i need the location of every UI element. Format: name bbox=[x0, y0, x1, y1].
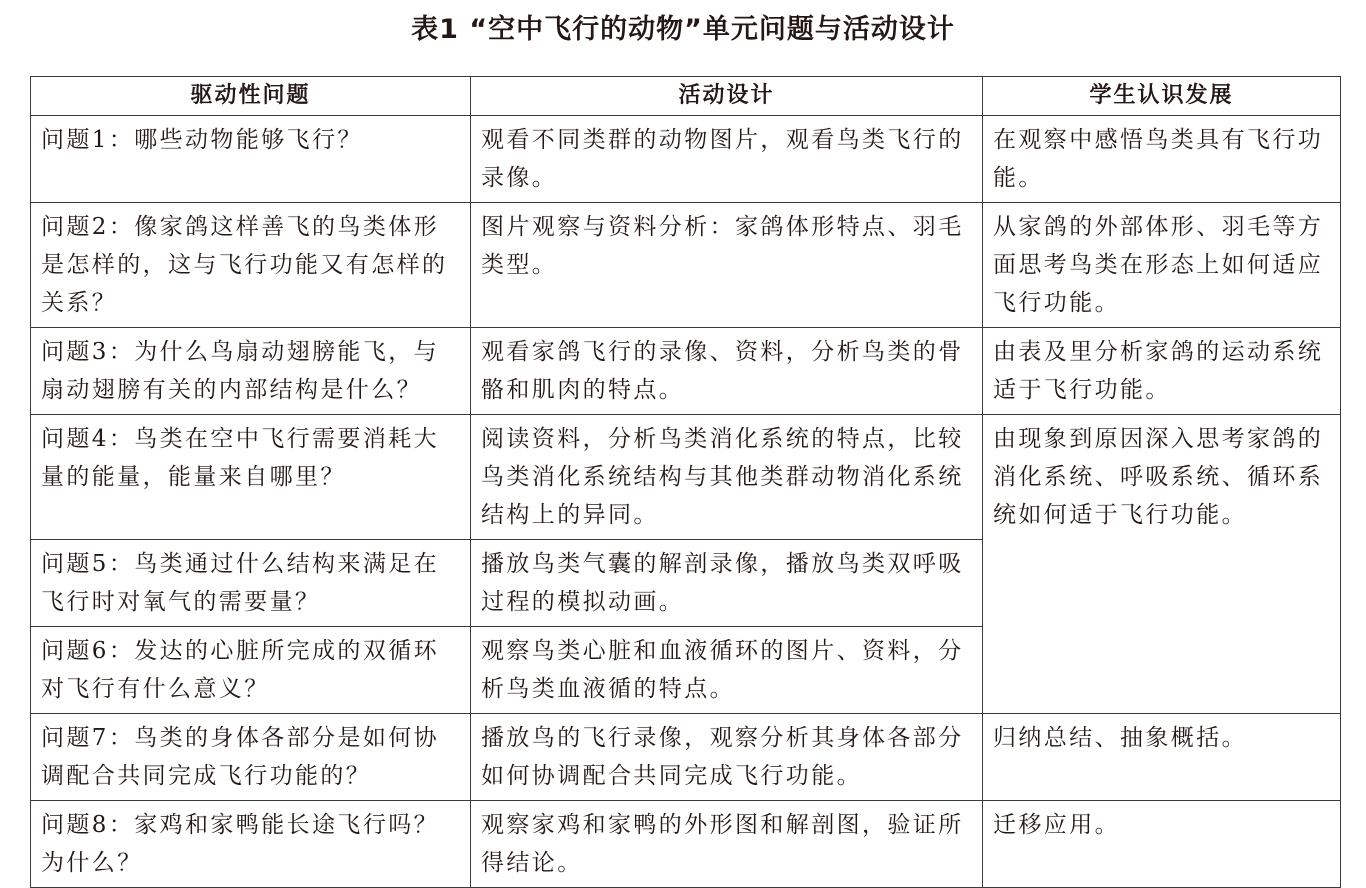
table-row bbox=[31, 116, 1341, 203]
table-row bbox=[31, 415, 1341, 540]
activity-cell: 图片观察与资料分析：家鸽体形特点、羽毛类型。 bbox=[471, 203, 983, 328]
table-row bbox=[31, 801, 1341, 888]
development-cell: 从家鸽的外部体形、羽毛等方面思考鸟类在形态上如何适应飞行功能。 bbox=[983, 203, 1341, 328]
question-cell: 问题2：像家鸽这样善飞的鸟类体形是怎样的，这与飞行功能又有怎样的关系？ bbox=[31, 203, 471, 328]
design-table bbox=[30, 76, 1341, 888]
activity-cell: 观察家鸡和家鸭的外形图和解剖图，验证所得结论。 bbox=[471, 801, 983, 888]
table-row bbox=[31, 203, 1341, 328]
header-student-development: 学生认识发展 bbox=[983, 77, 1341, 116]
header-row bbox=[31, 77, 1341, 116]
question-cell: 问题8：家鸡和家鸭能长途飞行吗？为什么？ bbox=[31, 801, 471, 888]
activity-cell: 阅读资料，分析鸟类消化系统的特点，比较鸟类消化系统结构与其他类群动物消化系统结构上的异同。 bbox=[471, 415, 983, 540]
activity-cell: 播放鸟的飞行录像，观察分析其身体各部分如何协调配合共同完成飞行功能。 bbox=[471, 714, 983, 801]
development-cell: 由现象到原因深入思考家鸽的消化系统、呼吸系统、循环系统如何适于飞行功能。 bbox=[983, 415, 1341, 714]
question-cell: 问题7：鸟类的身体各部分是如何协调配合共同完成飞行功能的？ bbox=[31, 714, 471, 801]
question-cell: 问题3：为什么鸟扇动翅膀能飞，与扇动翅膀有关的内部结构是什么？ bbox=[31, 328, 471, 415]
development-cell: 迁移应用。 bbox=[983, 801, 1341, 888]
question-cell: 问题5：鸟类通过什么结构来满足在飞行时对氧气的需要量？ bbox=[31, 540, 471, 627]
activity-cell: 观察鸟类心脏和血液循环的图片、资料，分析鸟类血液循的特点。 bbox=[471, 627, 983, 714]
activity-cell: 播放鸟类气囊的解剖录像，播放鸟类双呼吸过程的模拟动画。 bbox=[471, 540, 983, 627]
table-row bbox=[31, 714, 1341, 801]
question-cell: 问题4：鸟类在空中飞行需要消耗大量的能量，能量来自哪里？ bbox=[31, 415, 471, 540]
question-cell: 问题1：哪些动物能够飞行？ bbox=[31, 116, 471, 203]
header-activity-design: 活动设计 bbox=[471, 77, 983, 116]
activity-cell: 观看家鸽飞行的录像、资料，分析鸟类的骨骼和肌肉的特点。 bbox=[471, 328, 983, 415]
development-cell: 由表及里分析家鸽的运动系统适于飞行功能。 bbox=[983, 328, 1341, 415]
development-cell: 归纳总结、抽象概括。 bbox=[983, 714, 1341, 801]
development-cell: 在观察中感悟鸟类具有飞行功能。 bbox=[983, 116, 1341, 203]
question-cell: 问题6：发达的心脏所完成的双循环对飞行有什么意义？ bbox=[31, 627, 471, 714]
table-row bbox=[31, 328, 1341, 415]
table-title: 表1 “空中飞行的动物”单元问题与活动设计 bbox=[411, 14, 955, 45]
activity-cell: 观看不同类群的动物图片，观看鸟类飞行的录像。 bbox=[471, 116, 983, 203]
header-driving-question: 驱动性问题 bbox=[31, 77, 471, 116]
